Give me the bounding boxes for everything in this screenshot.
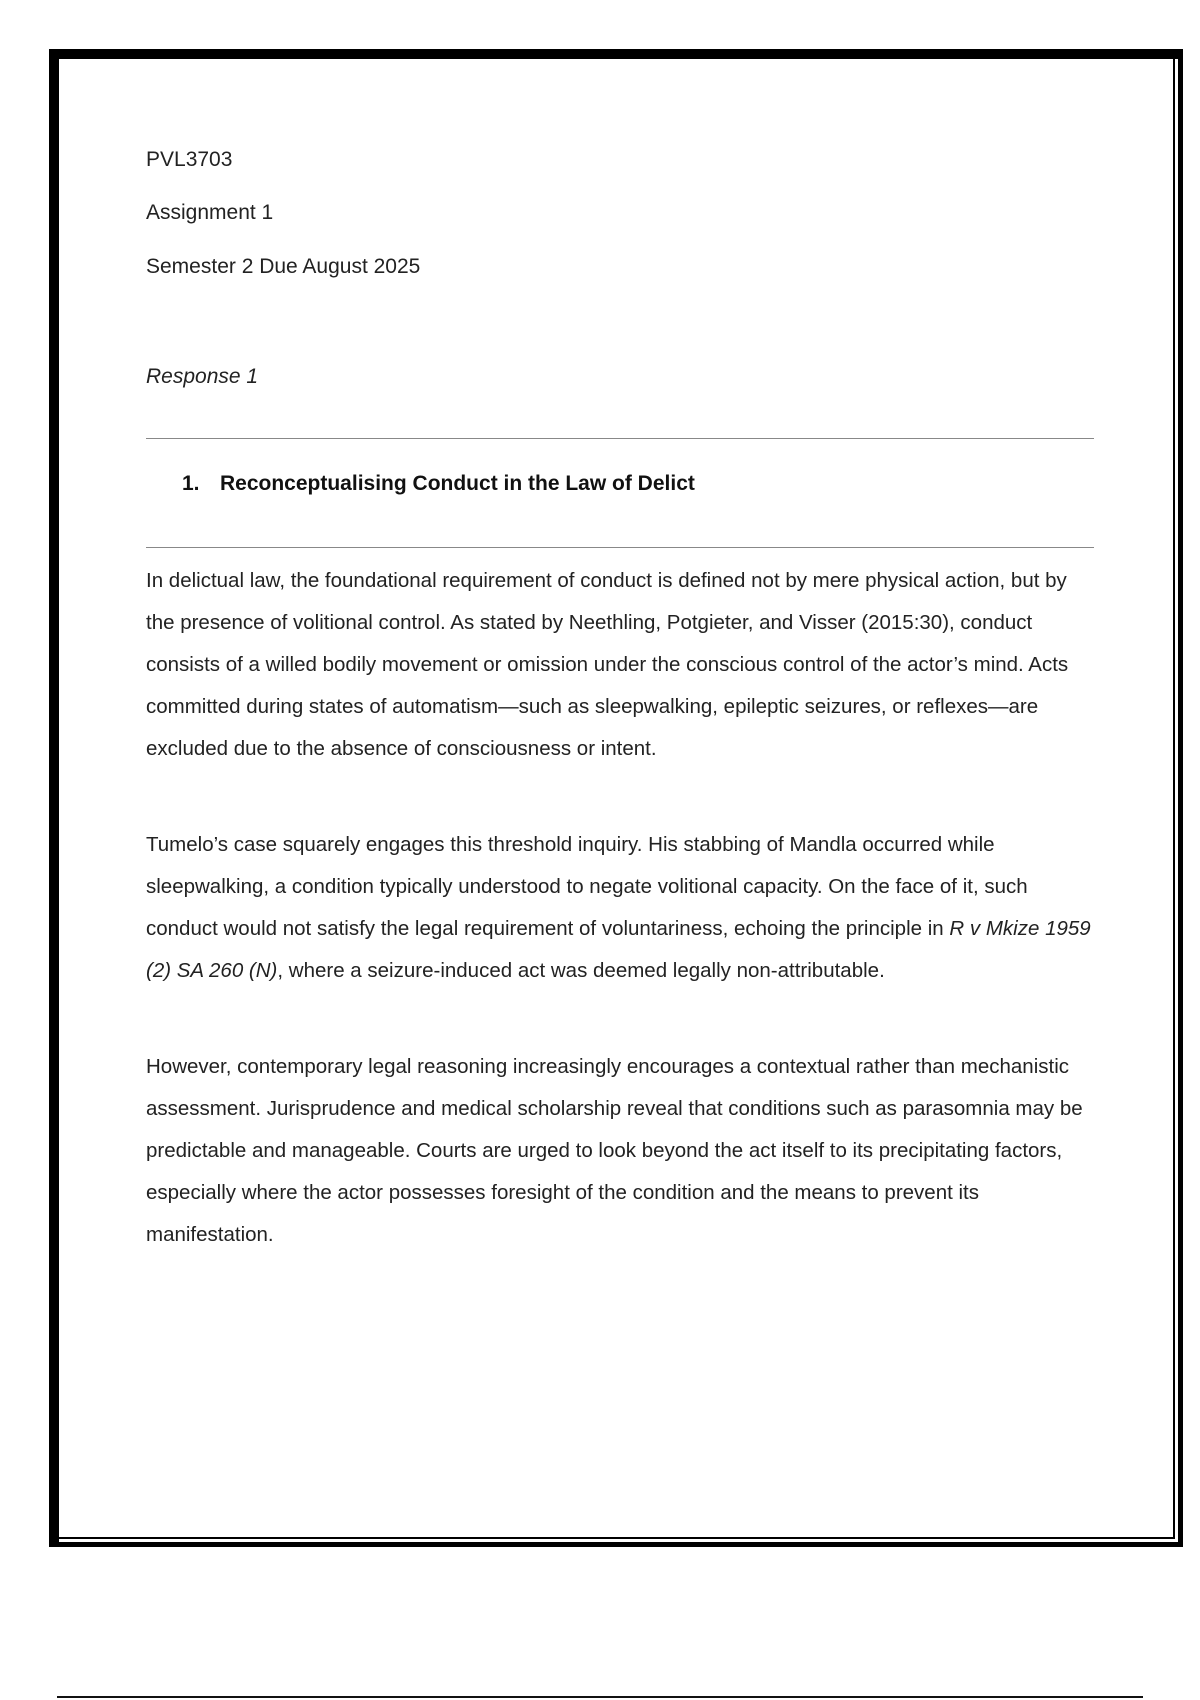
heading-number: 1.	[182, 472, 200, 495]
paragraph-3: However, contemporary legal reasoning increasingly encourages a contextual rather than mechanistic assessment. Jurisprudence and medical scholarship reveal that conditions such as parasomnia may be predictable and manageable. Courts are urged to look beyond the act itself to its precipitating factors, especially where the actor possesses foresight of the condition and the means to prevent its manifestation.	[146, 1055, 1083, 1246]
semester-due: Semester 2 Due August 2025	[146, 255, 421, 278]
paragraph-1: In delictual law, the foundational requirement of conduct is defined not by mere physical action, but by the presence of volitional control. As stated by Neethling, Potgieter, and Visser (2015:30), conduct consists of a willed bodily movement or omission under the conscious control of the actor’s mind. Acts committed during states of automatism—such as sleepwalking, epileptic seizures, or reflexes—are excluded due to the absence of consciousness or intent.	[146, 569, 1069, 760]
divider-top	[146, 438, 1094, 439]
paragraph-2	[146, 824, 1096, 992]
response-label: Response 1	[146, 365, 259, 388]
footer-rule	[57, 1696, 1143, 1698]
paragraph-2-text: Tumelo’s case squarely engages this threshold inquiry. His stabbing of Mandla occurred while sleepwalking, a condition typically understood to negate volitional capacity. On the face of it, such conduct would not satisfy the legal requirement of voluntariness, echoing the principle in	[146, 833, 1028, 940]
assignment-label: Assignment 1	[146, 201, 274, 224]
course-code: PVL3703	[146, 148, 233, 171]
divider-bottom	[146, 547, 1094, 548]
heading-title: Reconceptualising Conduct in the Law of Delict	[220, 472, 695, 495]
case-citation: R v Mkize 1959 (2) SA 260 (N)	[146, 917, 1091, 982]
section-heading	[182, 472, 695, 496]
paragraph-2-text-end: , where a seizure-induced act was deemed legally non-attributable.	[277, 959, 885, 982]
